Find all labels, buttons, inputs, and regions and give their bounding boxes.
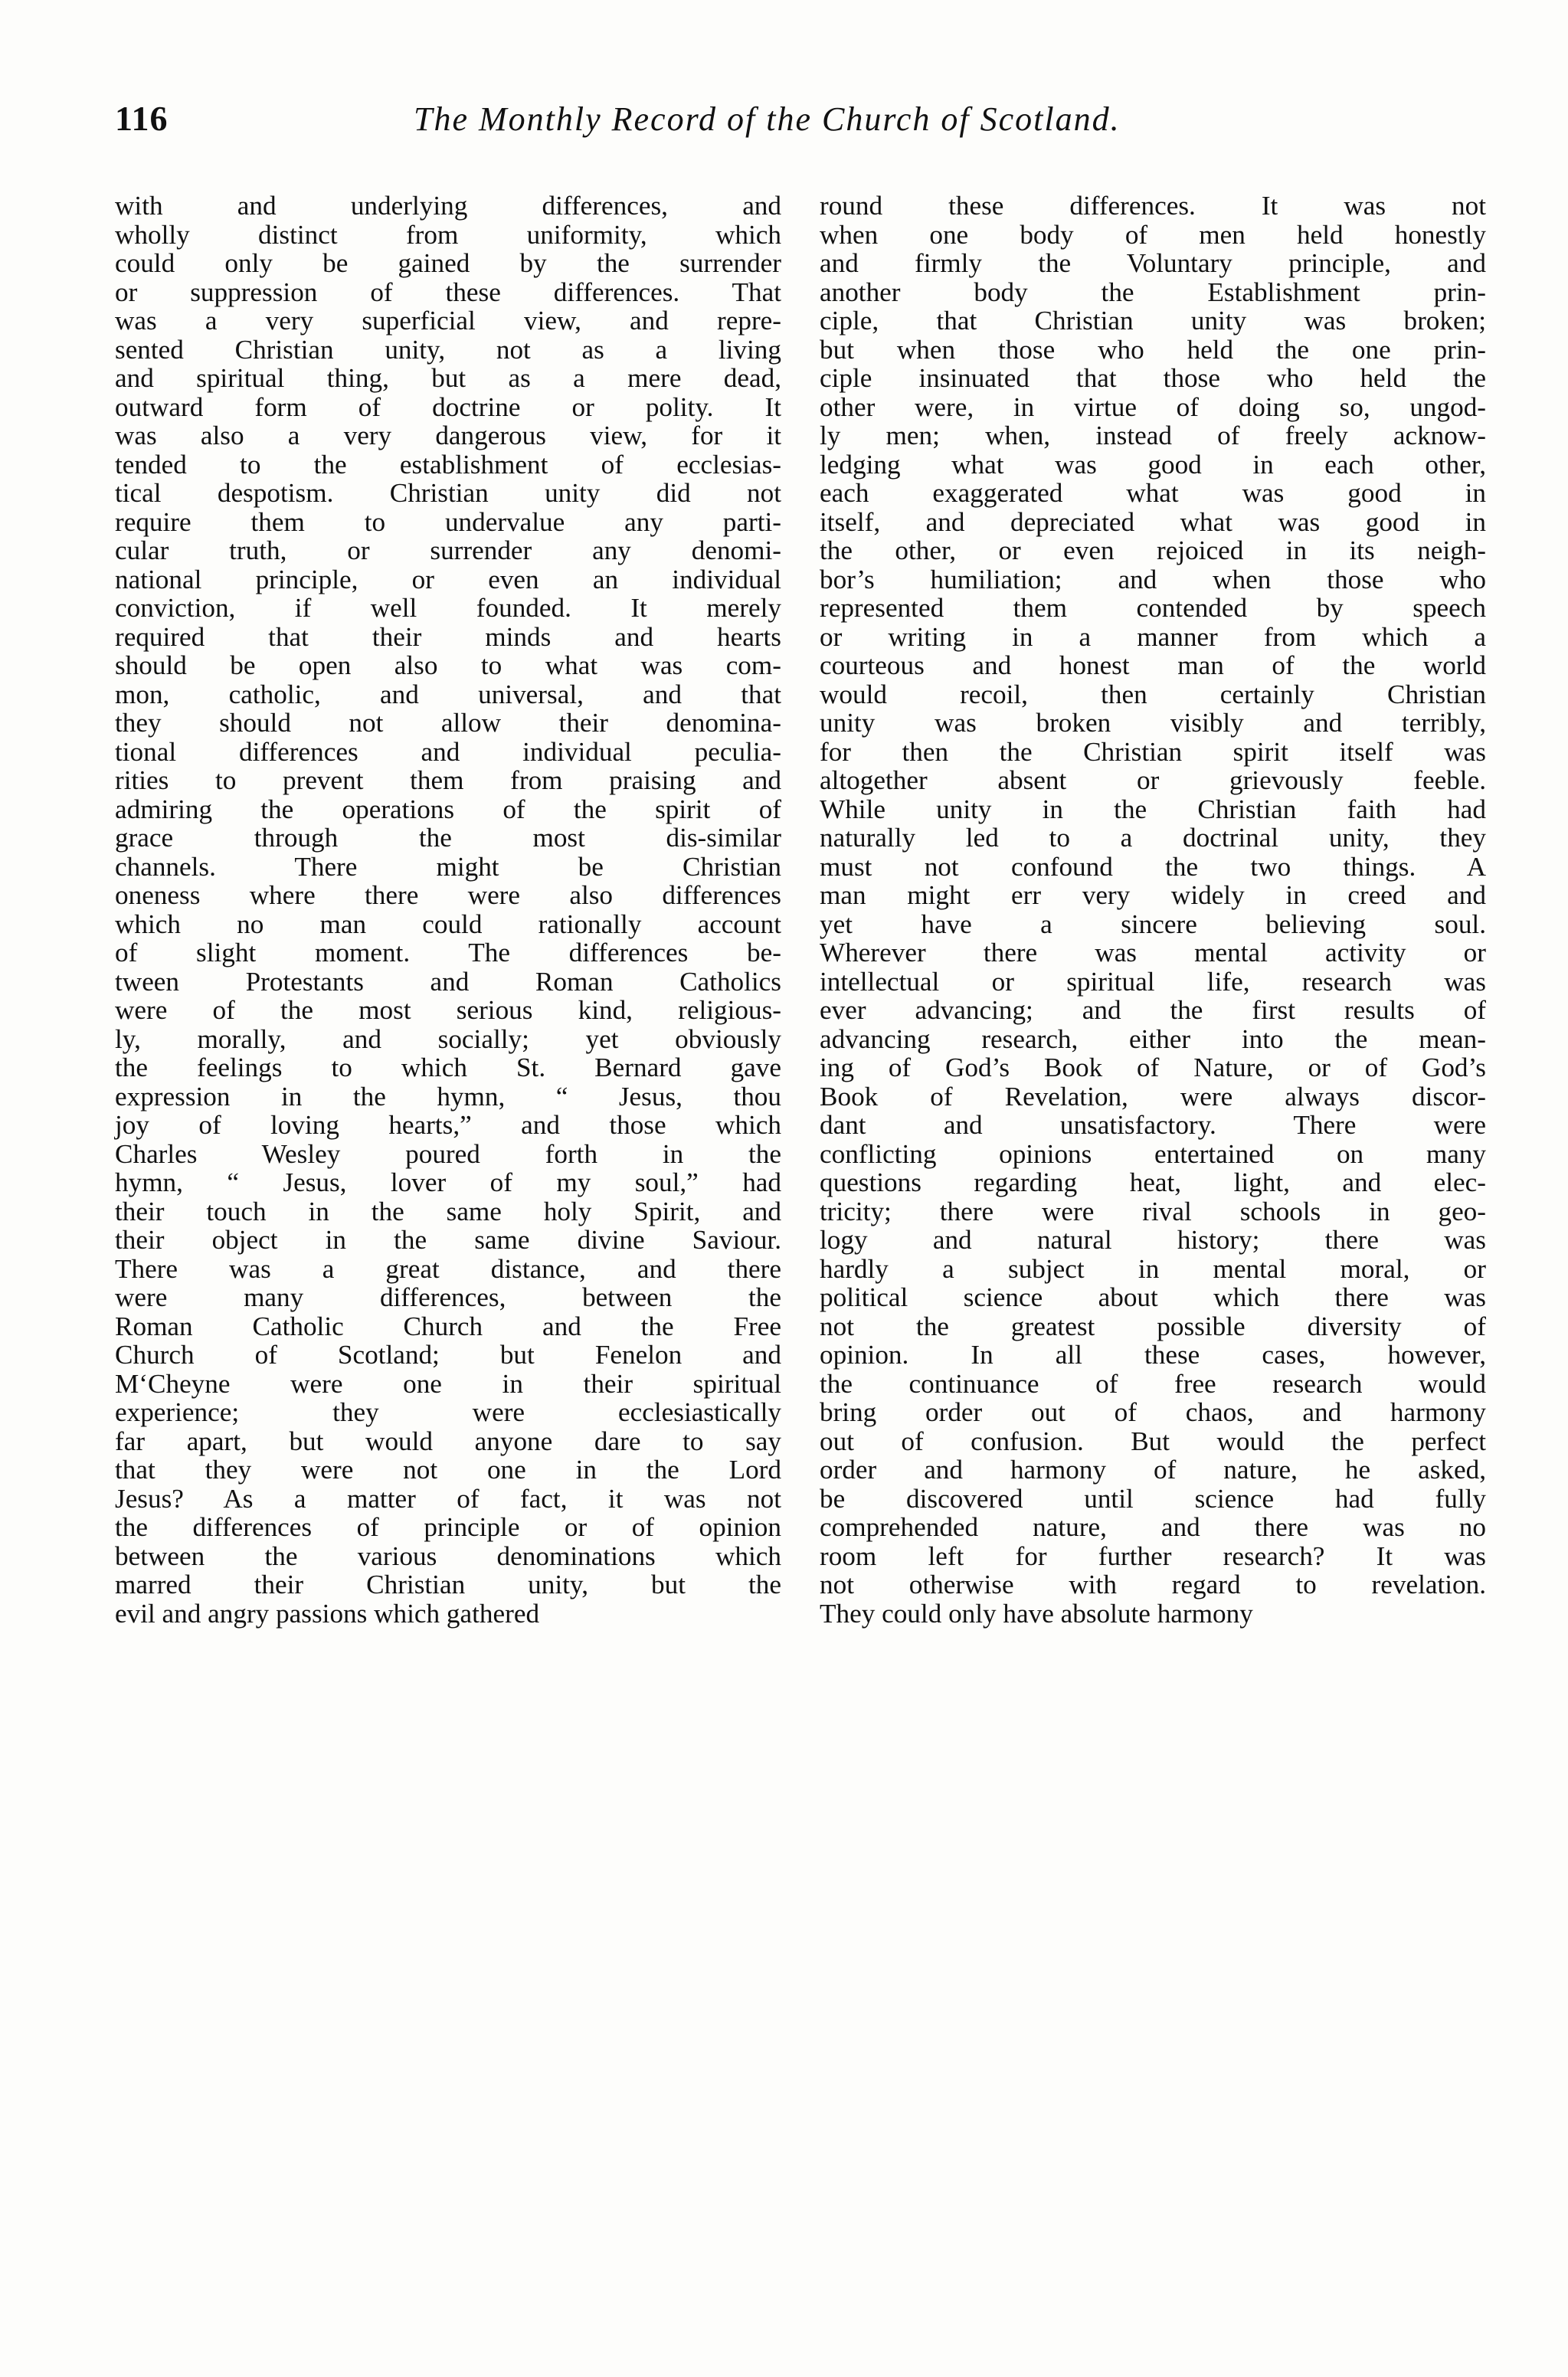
text-line: when one body of men held honestly <box>820 219 1486 250</box>
text-line: and firmly the Voluntary principle, and <box>820 248 1486 278</box>
text-line: require them to undervalue any parti- <box>115 506 781 537</box>
text-line: cular truth, or surrender any denomi- <box>115 535 781 565</box>
text-line: and spiritual thing, but as a mere dead, <box>115 363 781 393</box>
text-line: mon, catholic, and universal, and that <box>115 679 781 709</box>
text-line: order and harmony of nature, he asked, <box>820 1455 1486 1485</box>
text-line: There was a great distance, and there <box>115 1253 781 1284</box>
text-line: would recoil, then certainly Christian <box>820 679 1486 709</box>
text-line: ciple, that Christian unity was broken; <box>820 306 1486 336</box>
text-line: of slight moment. The differences be- <box>115 938 781 967</box>
text-line: not otherwise with regard to revelation. <box>820 1570 1486 1599</box>
text-line: or suppression of these differences. That <box>115 277 781 307</box>
text-line: each exaggerated what was good in <box>820 478 1486 508</box>
text-line: should be open also to what was com- <box>115 650 781 680</box>
text-line: dant and unsatisfactory. There were <box>820 1110 1486 1140</box>
text-line: with and underlying differences, and <box>115 191 781 221</box>
page-header <box>115 98 1486 159</box>
text-line: must not confound the two things. A <box>820 851 1486 882</box>
text-line: tween Protestants and Roman Catholics <box>115 966 781 997</box>
text-line: unity was broken visibly and terribly, <box>820 708 1486 738</box>
text-line: oneness where there were also differences <box>115 880 781 910</box>
text-line: altogether absent or grievously feeble. <box>820 765 1486 795</box>
text-line: the feelings to which St. Bernard gave <box>115 1053 781 1082</box>
text-line: they should not allow their denomina- <box>115 708 781 738</box>
text-line: opinion. In all these cases, however, <box>820 1340 1486 1370</box>
text-line: yet have a sincere believing soul. <box>820 909 1486 939</box>
text-line: experience; they were ecclesiastically <box>115 1397 781 1427</box>
text-line: Wherever there was mental activity or <box>820 938 1486 967</box>
text-line: round these differences. It was not <box>820 191 1486 221</box>
text-line: national principle, or even an individual <box>115 564 781 594</box>
text-line: that they were not one in the Lord <box>115 1455 781 1485</box>
text-line: bring order out of chaos, and harmony <box>820 1397 1486 1427</box>
text-line: ing of God’s Book of Nature, or of God’s <box>820 1053 1486 1082</box>
running-head: The Monthly Record of the Church of Scotland. <box>414 100 1121 138</box>
page-number: 116 <box>115 99 169 138</box>
text-line: tional differences and individual peculia- <box>115 736 781 767</box>
text-line: bor’s humiliation; and when those who <box>820 564 1486 594</box>
text-line: ciple insinuated that those who held the <box>820 363 1486 393</box>
text-line: but when those who held the one prin- <box>820 334 1486 365</box>
text-line: channels. There might be Christian <box>115 851 781 882</box>
text-line: not the greatest possible diversity of <box>820 1311 1486 1341</box>
text-line: for then the Christian spirit itself was <box>820 736 1486 767</box>
text-line: expression in the hymn, “ Jesus, thou <box>115 1081 781 1112</box>
text-line: another body the Establishment prin- <box>820 277 1486 307</box>
right-column <box>820 192 1486 1628</box>
text-line: conviction, if well founded. It merely <box>115 593 781 623</box>
text-line: political science about which there was <box>820 1282 1486 1312</box>
left-column <box>115 192 781 1628</box>
text-line: admiring the operations of the spirit of <box>115 794 781 824</box>
text-line: or writing in a manner from which a <box>820 621 1486 652</box>
text-line: Book of Revelation, were always discor- <box>820 1081 1486 1112</box>
text-line: questions regarding heat, light, and elec- <box>820 1167 1486 1197</box>
text-line: be discovered until science had fully <box>820 1483 1486 1514</box>
text-line: M‘Cheyne were one in their spiritual <box>115 1368 781 1399</box>
text-line: Charles Wesley poured forth in the <box>115 1138 781 1169</box>
text-line: intellectual or spiritual life, research was <box>820 966 1486 997</box>
text-line: other were, in virtue of doing so, ungod- <box>820 391 1486 422</box>
text-line: hardly a subject in mental moral, or <box>820 1253 1486 1284</box>
text-line: tended to the establishment of ecclesias- <box>115 449 781 480</box>
text-line: could only be gained by the surrender <box>115 248 781 278</box>
text-line: comprehended nature, and there was no <box>820 1512 1486 1542</box>
text-line: itself, and depreciated what was good in <box>820 506 1486 537</box>
text-line: outward form of doctrine or polity. It <box>115 391 781 422</box>
text-line: Jesus? As a matter of fact, it was not <box>115 1483 781 1514</box>
text-line: naturally led to a doctrinal unity, they <box>820 823 1486 853</box>
text-line: represented them contended by speech <box>820 593 1486 623</box>
text-line: courteous and honest man of the world <box>820 650 1486 680</box>
text-line: far apart, but would anyone dare to say <box>115 1426 781 1456</box>
text-line: ly men; when, instead of freely acknow- <box>820 421 1486 450</box>
text-line: rities to prevent them from praising and <box>115 765 781 795</box>
text-line: They could only have absolute harmony <box>820 1598 1253 1629</box>
text-line: Roman Catholic Church and the Free <box>115 1311 781 1341</box>
text-line: sented Christian unity, not as a living <box>115 334 781 365</box>
text-line: ly, morally, and socially; yet obviously <box>115 1023 781 1054</box>
text-line: conflicting opinions entertained on many <box>820 1138 1486 1169</box>
text-line: evil and angry passions which gathered <box>115 1598 540 1629</box>
text-line: the other, or even rejoiced in its neigh- <box>820 535 1486 565</box>
text-line: Church of Scotland; but Fenelon and <box>115 1340 781 1370</box>
text-line: were of the most serious kind, religious- <box>115 995 781 1025</box>
text-line: wholly distinct from uniformity, which <box>115 219 781 250</box>
text-line: the differences of principle or of opinion <box>115 1512 781 1542</box>
text-line: required that their minds and hearts <box>115 621 781 652</box>
text-line: which no man could rationally account <box>115 909 781 939</box>
text-line: hymn, “ Jesus, lover of my soul,” had <box>115 1167 781 1197</box>
text-line: their object in the same divine Saviour. <box>115 1225 781 1255</box>
text-line: ledging what was good in each other, <box>820 449 1486 480</box>
text-line: man might err very widely in creed and <box>820 880 1486 910</box>
text-line: joy of loving hearts,” and those which <box>115 1110 781 1140</box>
text-line: was a very superficial view, and repre- <box>115 306 781 336</box>
text-line: While unity in the Christian faith had <box>820 794 1486 824</box>
text-line: grace through the most dis-similar <box>115 823 781 853</box>
text-line: out of confusion. But would the perfect <box>820 1426 1486 1456</box>
text-line: tricity; there were rival schools in geo- <box>820 1196 1486 1226</box>
text-line: advancing research, either into the mean- <box>820 1023 1486 1054</box>
text-line: room left for further research? It was <box>820 1540 1486 1571</box>
text-line: marred their Christian unity, but the <box>115 1570 781 1599</box>
text-line: ever advancing; and the first results of <box>820 995 1486 1025</box>
text-line: was also a very dangerous view, for it <box>115 421 781 450</box>
text-line: tical despotism. Christian unity did not <box>115 478 781 508</box>
text-line: between the various denominations which <box>115 1540 781 1571</box>
text-line: their touch in the same holy Spirit, and <box>115 1196 781 1226</box>
text-line: were many differences, between the <box>115 1282 781 1312</box>
text-line: the continuance of free research would <box>820 1368 1486 1399</box>
text-line: logy and natural history; there was <box>820 1225 1486 1255</box>
